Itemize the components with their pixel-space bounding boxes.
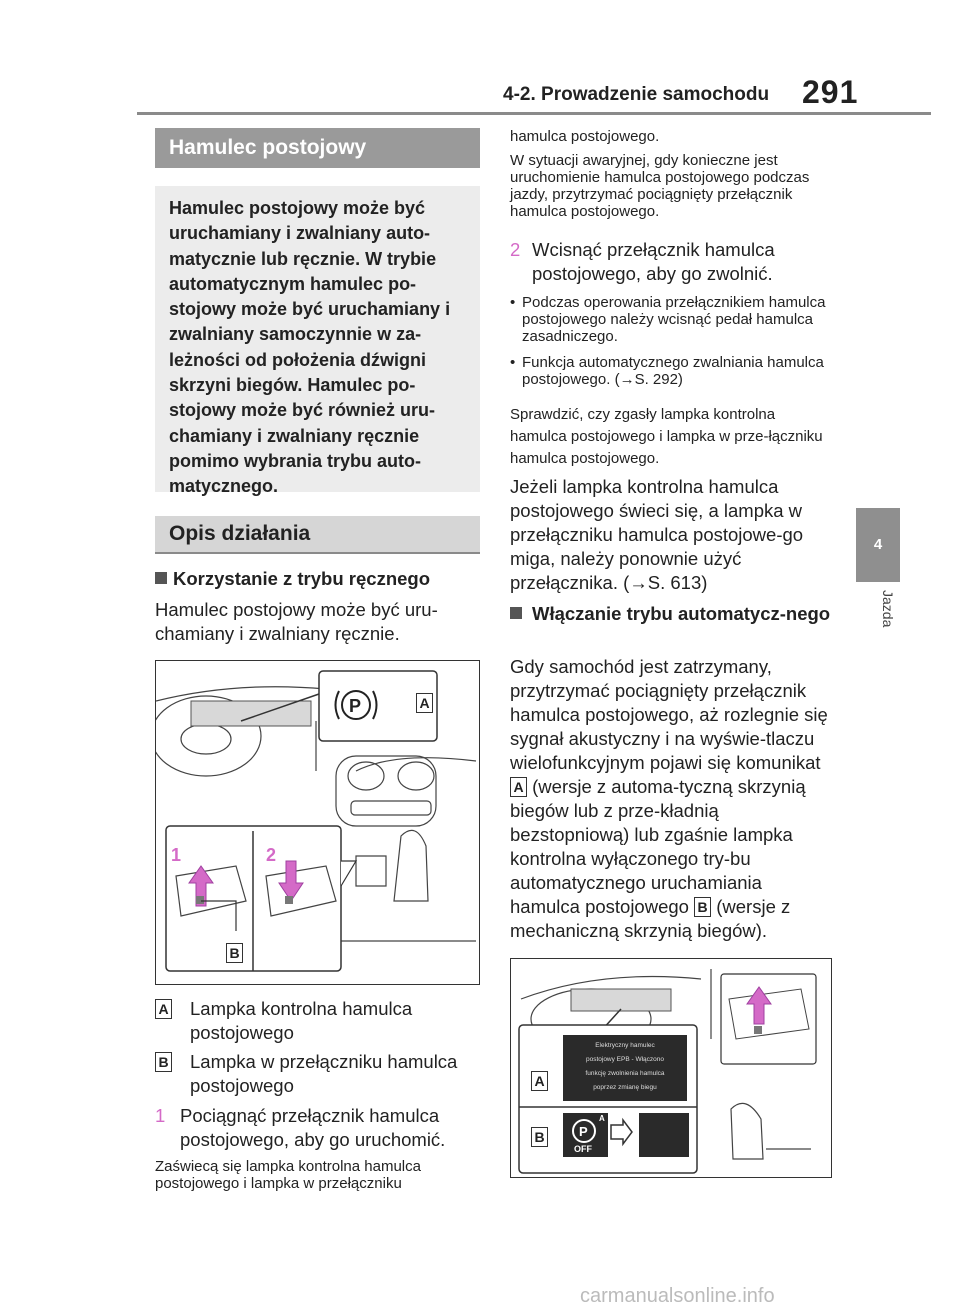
legend-a-marker: A [155,999,172,1019]
step-1-number: 1 [155,1105,166,1126]
step2-marker: 2 [266,845,277,865]
emergency-note: W sytuacji awaryjnej, gdy konieczne jest uruchomienie hamulca postojowego podczas jazdy, przytrzymać pociągnięty przełącznik hamulca postojowego. [510,152,810,220]
intro-box: Hamulec postojowy może być uruchamiany i zwalniany auto-matycznie lub ręcznie. W trybie automatycznym hamulec po-stojowy może być uruchamiany i zwalniany samoczynnie w za-leżności od położenia dźwigni skrzyni biegów. Hamulec po-stojowy może być również uru-chamiany i zwalniany ręcznie pomimo wybrania trybu auto-matycznego. [155,186,480,492]
watermark: carmanualsonline.info [580,1285,775,1307]
step-2-number: 2 [510,239,521,260]
page-ref-292[interactable]: →S. 292) [619,371,683,388]
figure2-label-a: A [531,1071,548,1091]
figure-auto-mode [510,958,832,1178]
subhead-manual: Korzystanie z trybu ręcznego [155,567,480,591]
continued-text: hamulca postojowego. [510,128,660,145]
square-bullet-icon [510,607,522,619]
auto-text: Gdy samochód jest zatrzymany, przytrzymać pociągnięty przełącznik hamulca postojowego, aż rozlegnie się sygnał akustyczny i na wyświe-tlaczu wielofunkcyjnym pojawi się komunikat A (wersje z automa-tyczną skrzynią biegów lub z prze-kładnią bezstopniową) lub zgaśnie lampka kontrolna wyłączonego try-bu automatycznego uruchamiania hamulca postojowego B (wersje z mechaniczną skrzynią biegów). [510,656,828,941]
bullet-2: • Funkcja automatycznego zwalniania hamulca postojowego. (→S. 292) [510,354,824,388]
page-number: 291 [802,74,859,110]
chapter-tab-number[interactable]: 4 [856,508,900,582]
mfd-message: Elektryczny hamulec postojowy EPB - Włączono funkcję zwolnienia hamulca poprzez zmianę biegu [585,1042,665,1091]
step-1: 1 Pociągnąć przełącznik hamulca postojowego, aby go uruchomić. [155,1105,446,1150]
figure1-label-a: A [416,693,433,713]
subhead-auto: Włączanie trybu automatycz-nego [510,602,832,626]
svg-text:P: P [349,696,362,716]
auto-label-a: A [510,777,527,797]
step-2: 2 Wcisnąć przełącznik hamulca postojowego, aby go zwolnić. [510,239,775,284]
chapter-tab-label: Jazda [880,590,896,628]
off-label: OFF [574,1144,592,1154]
figure2-label-b: B [531,1127,548,1147]
square-bullet-icon [155,572,167,584]
header-rule [137,112,931,115]
legend-b-marker: B [155,1052,172,1072]
manual-text: Hamulec postojowy może być uru-chamiany i zwalniany ręcznie. [155,599,438,644]
step1-marker: 1 [171,845,182,865]
bullet-1: • Podczas operowania przełącznikiem hamulca postojowego należy wcisnąć pedał hamulca zasadniczego. [510,294,826,345]
warning-text: Jeżeli lampka kontrolna hamulca postojowego świeci się, a lampka w przełączniku hamulca postojowe-go miga, należy ponownie użyć przełącznika. (→S. 613) [510,476,804,593]
svg-text:P: P [579,1124,588,1139]
check-note: Sprawdzić, czy zgasły lampka kontrolna hamulca postojowego i lampka w prze-łączniku hamulca postojowego. [510,406,823,467]
legend-b: B Lampka w przełączniku hamulca postojowego [155,1050,480,1074]
section-header: 4-2. Prowadzenie samochodu [503,84,770,105]
auto-mark: A [599,1114,605,1123]
figure-manual-mode [155,660,480,985]
legend-a: A Lampka kontrolna hamulca postojowego [155,997,480,1021]
section-title-operation: Opis działania [155,516,480,554]
section-title-parking-brake: Hamulec postojowy [155,128,480,168]
figure1-label-b: B [226,943,243,963]
auto-label-b: B [694,897,711,917]
step-1-note: Zaświecą się lampka kontrolna hamulca postojowego i lampka w przełączniku [155,1158,421,1192]
